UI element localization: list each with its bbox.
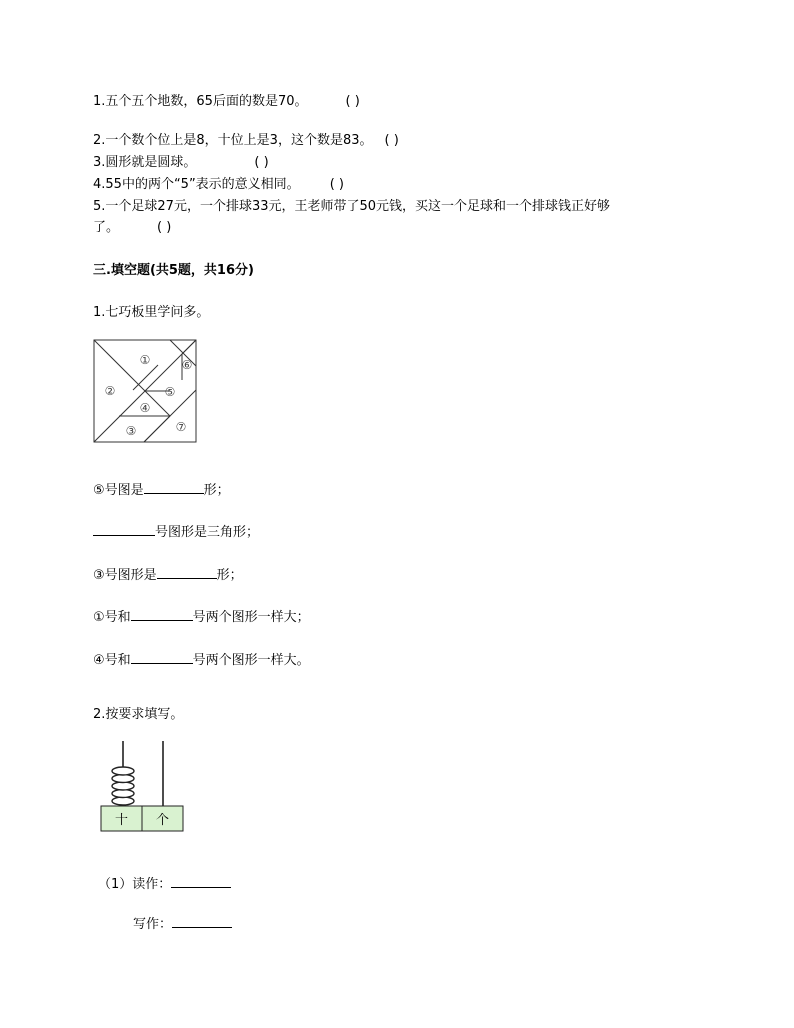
write-answer-blank[interactable] (172, 913, 232, 928)
answer-paren[interactable]: ( ) (254, 155, 269, 170)
answer-blank[interactable] (157, 564, 217, 579)
fill-line-5: ④号和 号两个图形一样大。 (93, 649, 310, 670)
section-heading: 三.填空题(共5题，共16分) (93, 263, 254, 278)
abacus-bead (112, 775, 134, 783)
tangram-label-3: ③ (125, 424, 137, 438)
question-1-title: 1.七巧板里学问多。 (93, 305, 210, 320)
fill-line-2: 号图形是三角形； (93, 521, 259, 542)
fill-line-3: ③号图形是 形； (93, 564, 243, 585)
answer-blank[interactable] (144, 479, 204, 494)
judge-item-1: 1.五个五个地数，65后面的数是70。 ( ) (93, 94, 360, 109)
tangram-label-2: ② (104, 384, 116, 398)
judge-item-3: 3.圆形就是圆球。 ( ) (93, 155, 269, 170)
answer-paren[interactable]: ( ) (345, 94, 360, 109)
judge-item-5: 5.一个足球27元，一个排球33元，王老师带了50元钱，买这一个足球和一个排球钱正好够 (93, 199, 611, 214)
tangram-label-5: ⑤ (164, 385, 176, 399)
abacus-bead (112, 767, 134, 775)
abacus-bead (112, 790, 134, 798)
judge-item-2: 2.一个数个位上是8，十位上是3，这个数是83。 ( ) (93, 133, 399, 148)
abacus-figure (98, 738, 188, 834)
tangram-figure (93, 339, 197, 443)
ones-label: 个 (155, 813, 170, 828)
tangram-label-7: ⑦ (175, 420, 187, 434)
judge-item-4: 4.55中的两个“5”表示的意义相同。 ( ) (93, 177, 344, 192)
answer-blank[interactable] (131, 606, 193, 621)
answer-paren[interactable]: ( ) (384, 133, 399, 148)
tangram-label-4: ④ (139, 401, 151, 415)
read-answer-blank[interactable] (171, 873, 231, 888)
answer-paren[interactable]: ( ) (329, 177, 344, 192)
abacus-bead (112, 797, 134, 805)
tangram-label-1: ① (139, 353, 151, 367)
tens-label: 十 (114, 813, 129, 828)
fill-line-4: ①号和 号两个图形一样大； (93, 606, 310, 627)
answer-blank[interactable] (93, 521, 155, 536)
tangram-label-6: ⑥ (181, 358, 193, 372)
answer-blank[interactable] (131, 649, 193, 664)
read-line: （1）读作： (98, 873, 231, 894)
abacus-bead (112, 782, 134, 790)
tens-beads (112, 767, 134, 805)
write-line: 写作： (133, 913, 232, 934)
judge-item-5-cont: 了。 ( ) (93, 220, 172, 235)
fill-line-1: ⑤号图是 形； (93, 479, 230, 500)
answer-paren[interactable]: ( ) (157, 220, 172, 235)
question-2-title: 2.按要求填写。 (93, 707, 184, 722)
